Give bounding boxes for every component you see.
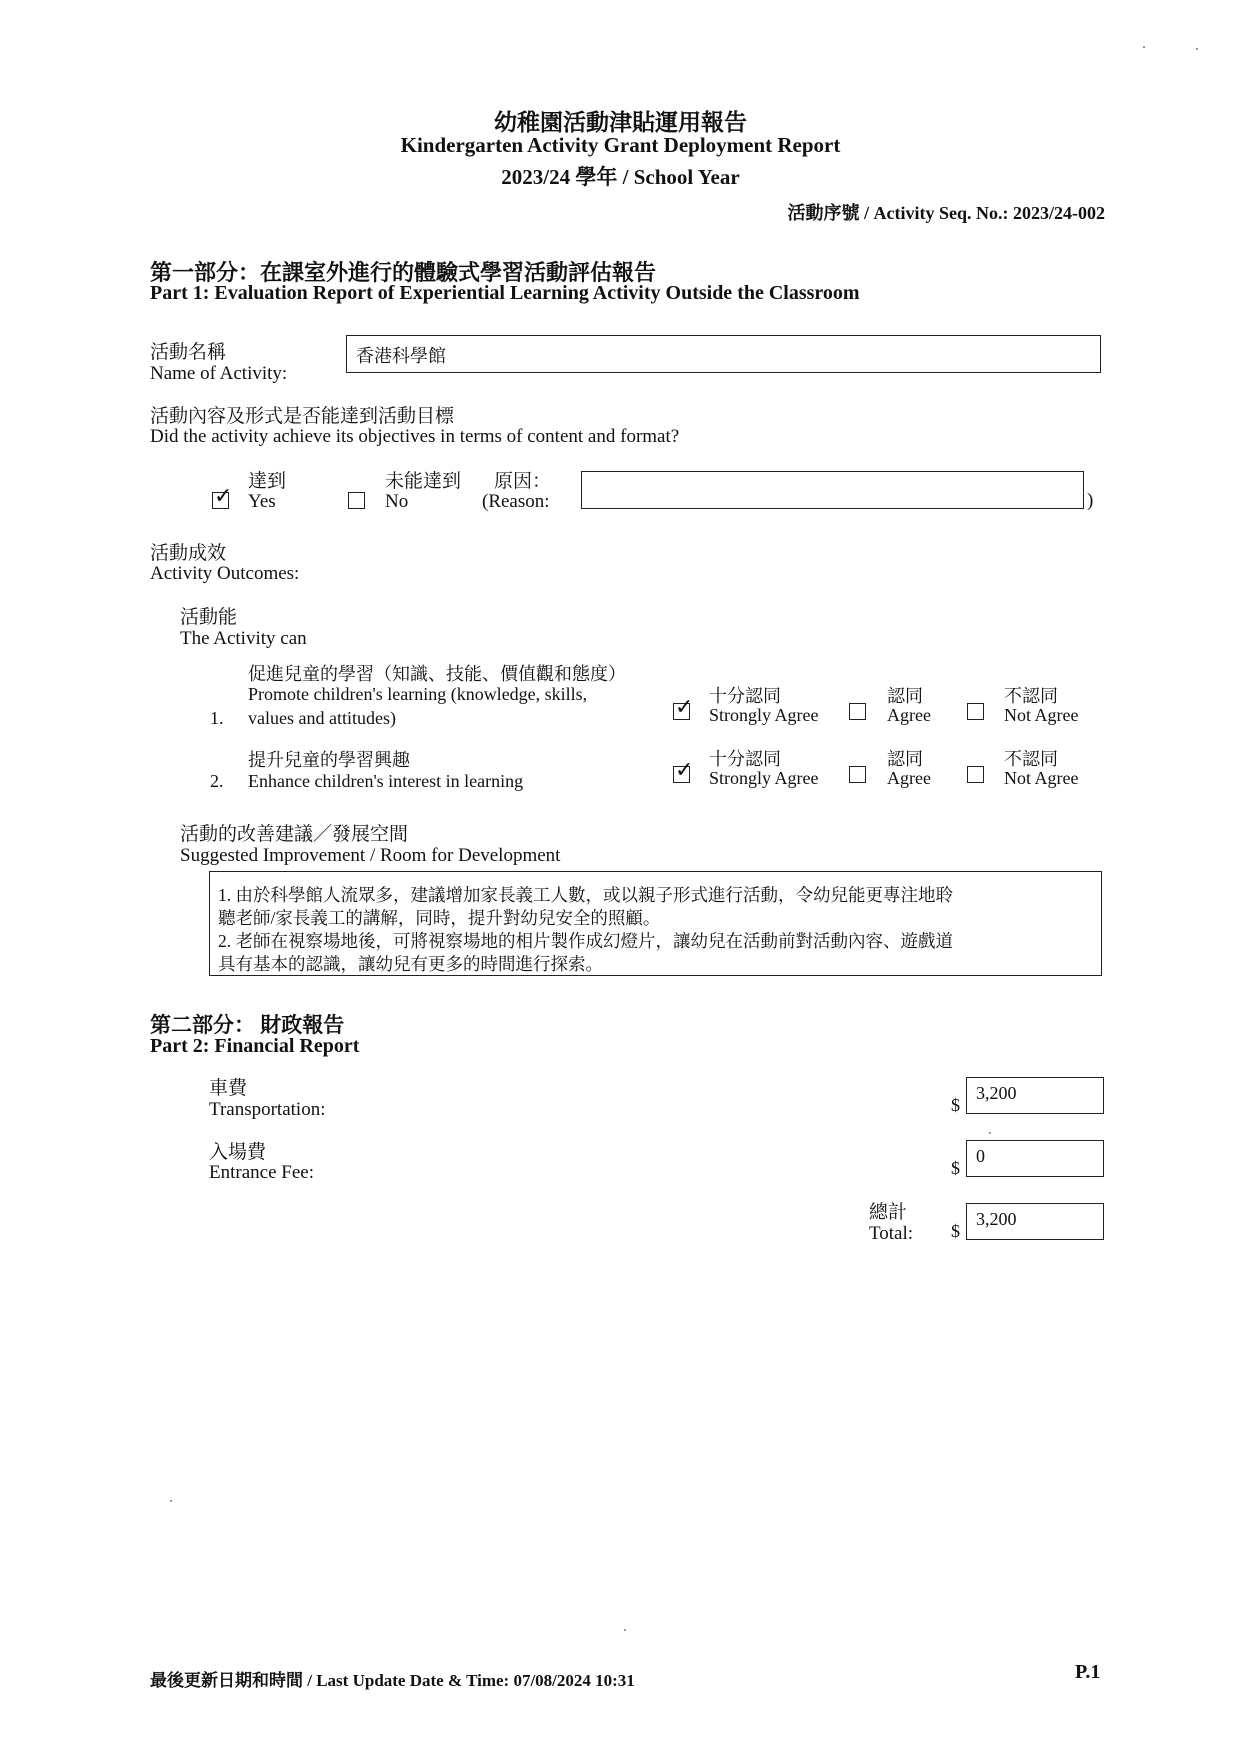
last-update-label: 最後更新日期和時間 / Last Update Date & Time: xyxy=(150,1671,510,1690)
reason-label-en: (Reason: xyxy=(482,491,550,512)
total-value: 3,200 xyxy=(976,1209,1017,1229)
suggestion-line-3: 2. 老師在視察場地後，可將視察場地的相片製作成幻燈片，讓幼兒在活動前對活動內容、遊戲道 xyxy=(218,931,953,951)
total-field[interactable] xyxy=(966,1203,1104,1240)
yes-label-zh: 達到 xyxy=(248,471,287,492)
activity-can-en: The Activity can xyxy=(180,628,307,649)
not-agree-label-en: Not Agree xyxy=(1004,705,1079,725)
activity-name-value: 香港科學館 xyxy=(356,346,446,366)
outcome-2-strongly-agree-checkbox[interactable] xyxy=(673,758,694,783)
transportation-field[interactable] xyxy=(966,1077,1104,1114)
suggestion-line-4: 具有基本的認識，讓幼兒有更多的時間進行探索。 xyxy=(218,954,603,974)
dollar-sign: $ xyxy=(951,1221,960,1241)
agree-label-zh: 認同 xyxy=(887,686,923,706)
part1-heading-en: Part 1: Evaluation Report of Experiential Learning Activity Outside the Classroom xyxy=(150,282,860,304)
entrance-fee-value: 0 xyxy=(976,1146,985,1166)
outcome-2-not-agree-checkbox[interactable] xyxy=(967,766,984,783)
outcome-2-zh: 提升兒童的學習興趣 xyxy=(248,750,410,770)
strongly-agree-label-zh: 十分認同 xyxy=(709,749,781,769)
activity-name-field[interactable] xyxy=(346,335,1101,373)
not-agree-label-zh: 不認同 xyxy=(1004,749,1058,769)
outcome-1-zh: 促進兒童的學習（知識、技能、價值觀和態度） xyxy=(248,664,626,684)
last-update xyxy=(150,1666,635,1691)
strongly-agree-label-en: Strongly Agree xyxy=(709,705,819,725)
scan-speck xyxy=(1143,46,1145,48)
reason-close-paren: ) xyxy=(1087,490,1094,511)
entrance-fee-label-zh: 入場費 xyxy=(209,1142,267,1163)
yes-checkbox[interactable] xyxy=(212,484,233,509)
transportation-value: 3,200 xyxy=(976,1083,1017,1103)
objective-question-zh: 活動內容及形式是否能達到活動目標 xyxy=(150,406,455,427)
transportation-label-zh: 車費 xyxy=(209,1078,248,1099)
outcome-1-en-line2: values and attitudes) xyxy=(248,708,396,728)
page-number: P.1 xyxy=(1075,1661,1101,1683)
outcome-1-strongly-agree-checkbox[interactable] xyxy=(673,695,694,720)
seq-value: 2023/24-002 xyxy=(1013,203,1105,223)
outcome-2-number: 2. xyxy=(210,771,224,791)
seq-label: 活動序號 / Activity Seq. No.: xyxy=(787,203,1009,223)
improvement-label-zh: 活動的改善建議／發展空間 xyxy=(180,824,409,845)
agree-label-zh: 認同 xyxy=(887,749,923,769)
no-checkbox[interactable] xyxy=(348,492,365,509)
checkmark-icon: ✓ xyxy=(675,758,694,783)
strongly-agree-label-en: Strongly Agree xyxy=(709,768,819,788)
strongly-agree-label-zh: 十分認同 xyxy=(709,686,781,706)
scan-speck xyxy=(1196,48,1198,50)
last-update-value: 07/08/2024 10:31 xyxy=(513,1671,635,1690)
part1-heading-zh: 第一部分：在課室外進行的體驗式學習活動評估報告 xyxy=(150,260,657,285)
outcome-2-agree-checkbox[interactable] xyxy=(849,766,866,783)
no-label-zh: 未能達到 xyxy=(385,471,462,492)
outcome-1-en-line1: Promote children's learning (knowledge, skills, xyxy=(248,684,588,704)
activity-name-label-en: Name of Activity: xyxy=(150,363,288,384)
checkmark-icon: ✓ xyxy=(675,695,694,720)
outcome-1-number: 1. xyxy=(210,708,224,728)
agree-label-en: Agree xyxy=(887,705,931,725)
activity-name-label-zh: 活動名稱 xyxy=(150,342,227,363)
yes-label-en: Yes xyxy=(248,491,276,512)
activity-seq-no xyxy=(788,199,1105,225)
school-year: 2023/24 學年 / School Year xyxy=(501,165,740,189)
activity-can-zh: 活動能 xyxy=(180,607,238,628)
outcome-1-agree-checkbox[interactable] xyxy=(849,703,866,720)
total-label-zh: 總計 xyxy=(869,1202,908,1223)
part2-heading-en: Part 2: Financial Report xyxy=(150,1035,360,1057)
outcome-1-not-agree-checkbox[interactable] xyxy=(967,703,984,720)
dollar-sign: $ xyxy=(951,1095,960,1115)
total-label-en: Total: xyxy=(869,1223,914,1244)
report-title-zh: 幼稚園活動津貼運用報告 xyxy=(494,110,747,135)
objective-question-en: Did the activity achieve its objectives in terms of content and format? xyxy=(150,426,680,447)
scan-speck xyxy=(989,1132,991,1134)
scan-speck xyxy=(170,1500,172,1502)
not-agree-label-zh: 不認同 xyxy=(1004,686,1058,706)
suggestion-line-2: 聽老師/家長義工的講解，同時，提升對幼兒安全的照顧。 xyxy=(218,908,661,928)
agree-label-en: Agree xyxy=(887,768,931,788)
reason-label-zh: 原因： xyxy=(494,471,552,492)
outcomes-label-en: Activity Outcomes: xyxy=(150,563,300,584)
dollar-sign: $ xyxy=(951,1158,960,1178)
scan-speck xyxy=(624,1629,626,1631)
part2-heading-zh: 第二部分： 財政報告 xyxy=(150,1013,345,1037)
checkmark-icon: ✓ xyxy=(214,484,233,509)
improvement-label-en: Suggested Improvement / Room for Development xyxy=(180,845,561,866)
entrance-fee-label-en: Entrance Fee: xyxy=(209,1162,314,1183)
outcomes-label-zh: 活動成效 xyxy=(150,543,227,564)
outcome-2-en-line1: Enhance children's interest in learning xyxy=(248,771,524,791)
reason-field[interactable] xyxy=(581,471,1084,509)
not-agree-label-en: Not Agree xyxy=(1004,768,1079,788)
no-label-en: No xyxy=(385,491,409,512)
suggestion-line-1: 1. 由於科學館人流眾多，建議增加家長義工人數，或以親子形式進行活動，令幼兒能更專注地聆 xyxy=(218,885,953,905)
report-title-en: Kindergarten Activity Grant Deployment Report xyxy=(400,133,841,157)
transportation-label-en: Transportation: xyxy=(209,1099,326,1120)
suggestion-box[interactable] xyxy=(209,871,1102,976)
entrance-fee-field[interactable] xyxy=(966,1140,1104,1177)
